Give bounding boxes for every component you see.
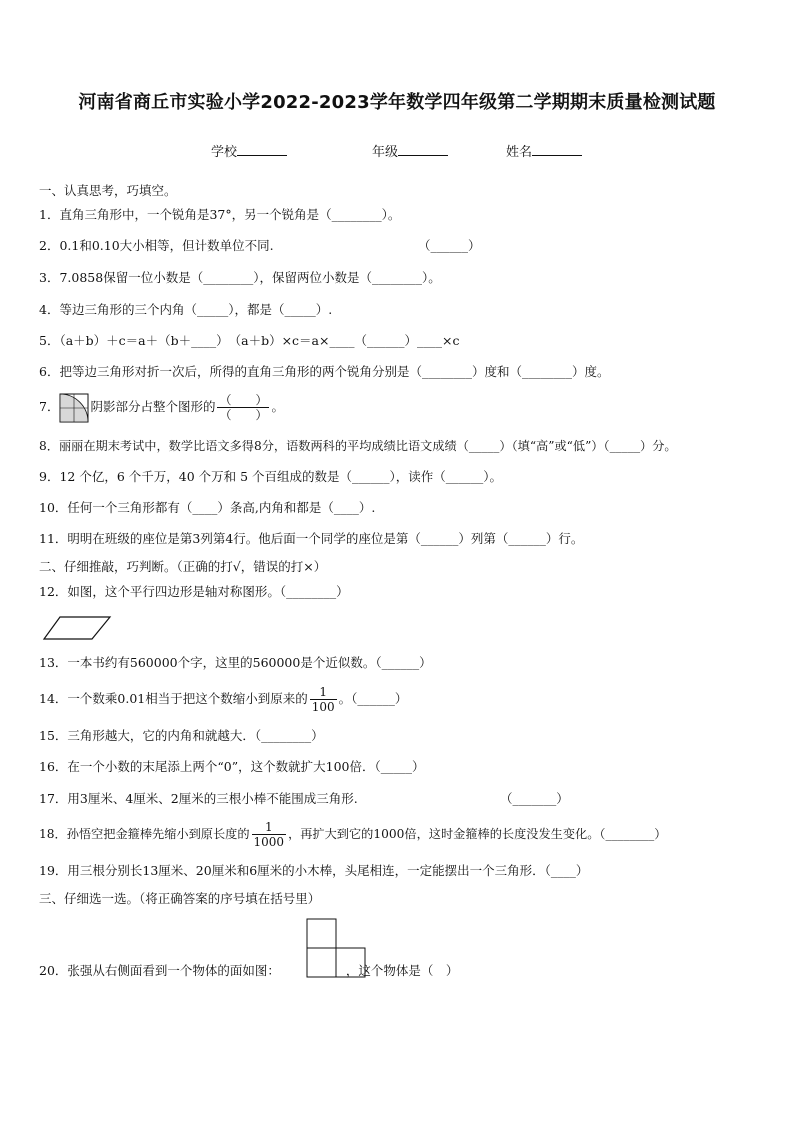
- question-18: [39, 817, 666, 851]
- question-20: [39, 962, 458, 980]
- question-7: [39, 391, 284, 423]
- name-field[interactable]: [506, 141, 582, 160]
- question-12: 12．如图，这个平行四边形是轴对称图形。（________）: [39, 584, 349, 599]
- question-9: 9．12 个亿，6 个千万，40 个万和 5 个百组成的数是（______），读作（______）。: [39, 469, 503, 484]
- parallelogram-figure: [42, 615, 112, 641]
- question-17: 17．用3厘米、4厘米、2厘米的三根小棒不能围成三角形.: [39, 791, 358, 806]
- question-20-end: ，这个物体是（ ）: [345, 963, 459, 978]
- question-8: 8．丽丽在期末考试中，数学比语文多得8分，语数两科的平均成绩比语文成绩（_____）（填“高”或“低”）（_____）分。: [39, 439, 677, 453]
- fraction-numerator: （ ）: [219, 393, 268, 407]
- question-7-fraction-blank[interactable]: [217, 393, 269, 422]
- fraction-numerator: 1: [319, 685, 328, 699]
- school-label: 学校: [211, 145, 238, 160]
- question-10: 10．任何一个三角形都有（____）条高,内角和都是（____）.: [39, 500, 376, 515]
- grade-field[interactable]: [372, 141, 448, 160]
- fraction-numerator: 1: [264, 820, 273, 834]
- school-blank[interactable]: [237, 143, 287, 156]
- question-18-end: ，再扩大到它的1000倍，这时金箍棒的长度没发生变化。（________）: [288, 827, 667, 841]
- question-7-number: 7．: [39, 399, 60, 414]
- fraction-denominator: 1000: [253, 835, 285, 849]
- question-5: 5．（a＋b）＋c＝a＋（b＋____） （a＋b）×c＝a×____（______）____×c: [39, 333, 460, 348]
- fraction-denominator: （ ）: [219, 408, 268, 422]
- question-17-answer: （_______）: [500, 791, 569, 806]
- question-14-text: 14．一个数乘0.01相当于把这个数缩小到原来的: [39, 691, 308, 706]
- name-blank[interactable]: [532, 143, 582, 156]
- question-7-end: 。: [271, 399, 284, 414]
- question-6: 6．把等边三角形对折一次后，所得的直角三角形的两个锐角分别是（________）度和（________）度。: [39, 364, 610, 379]
- fraction-denominator: 100: [311, 700, 335, 714]
- question-20-text: 20．张强从右侧面看到一个物体的面如图：: [39, 963, 280, 978]
- question-15: 15．三角形越大，它的内角和就越大．（________）: [39, 728, 324, 743]
- section-1-heading: 一、认真思考，巧填空。: [39, 183, 177, 198]
- question-4: 4．等边三角形的三个内角（_____），都是（_____）.: [39, 302, 333, 317]
- name-label: 姓名: [506, 145, 533, 160]
- question-16: 16．在一个小数的末尾添上两个“0”，这个数就扩大100倍．（_____）: [39, 759, 425, 774]
- question-2: 2．0.1和0.10大小相等，但计数单位不同.: [39, 238, 274, 253]
- fraction-1-100: [310, 685, 337, 714]
- question-14: [39, 682, 407, 716]
- question-14-end: 。（______）: [338, 691, 408, 706]
- quarter-circle-figure: [59, 393, 89, 423]
- question-3: 3．7.0858保留一位小数是（________），保留两位小数是（________）。: [39, 270, 441, 285]
- question-7-text: 阴影部分占整个图形的: [90, 399, 216, 414]
- question-1: 1．直角三角形中，一个锐角是37°，另一个锐角是（________）。: [39, 207, 401, 222]
- fraction-1-1000: [252, 820, 287, 849]
- question-19: 19．用三根分别长13厘米、20厘米和6厘米的小木棒，头尾相连，一定能摆出一个三角形．（____）: [39, 863, 589, 878]
- grade-blank[interactable]: [398, 143, 448, 156]
- section-2-heading: 二、仔细推敲，巧判断。（正确的打√，错误的打×）: [39, 559, 327, 574]
- question-11: 11．明明在班级的座位是第3列第4行。他后面一个同学的座位是第（______）列第（______）行。: [39, 531, 584, 546]
- question-18-text: 18．孙悟空把金箍棒先缩小到原长度的: [39, 827, 250, 841]
- section-3-heading: 三、仔细选一选。（将正确答案的序号填在括号里）: [39, 891, 321, 906]
- question-13: 13．一本书约有560000个字，这里的560000是个近似数。（______）: [39, 655, 432, 670]
- grade-label: 年级: [372, 145, 399, 160]
- page-title: 河南省商丘市实验小学2022-2023学年数学四年级第二学期期末质量检测试题: [78, 92, 716, 113]
- question-2-answer: （______）: [418, 238, 481, 253]
- school-field[interactable]: [211, 141, 287, 160]
